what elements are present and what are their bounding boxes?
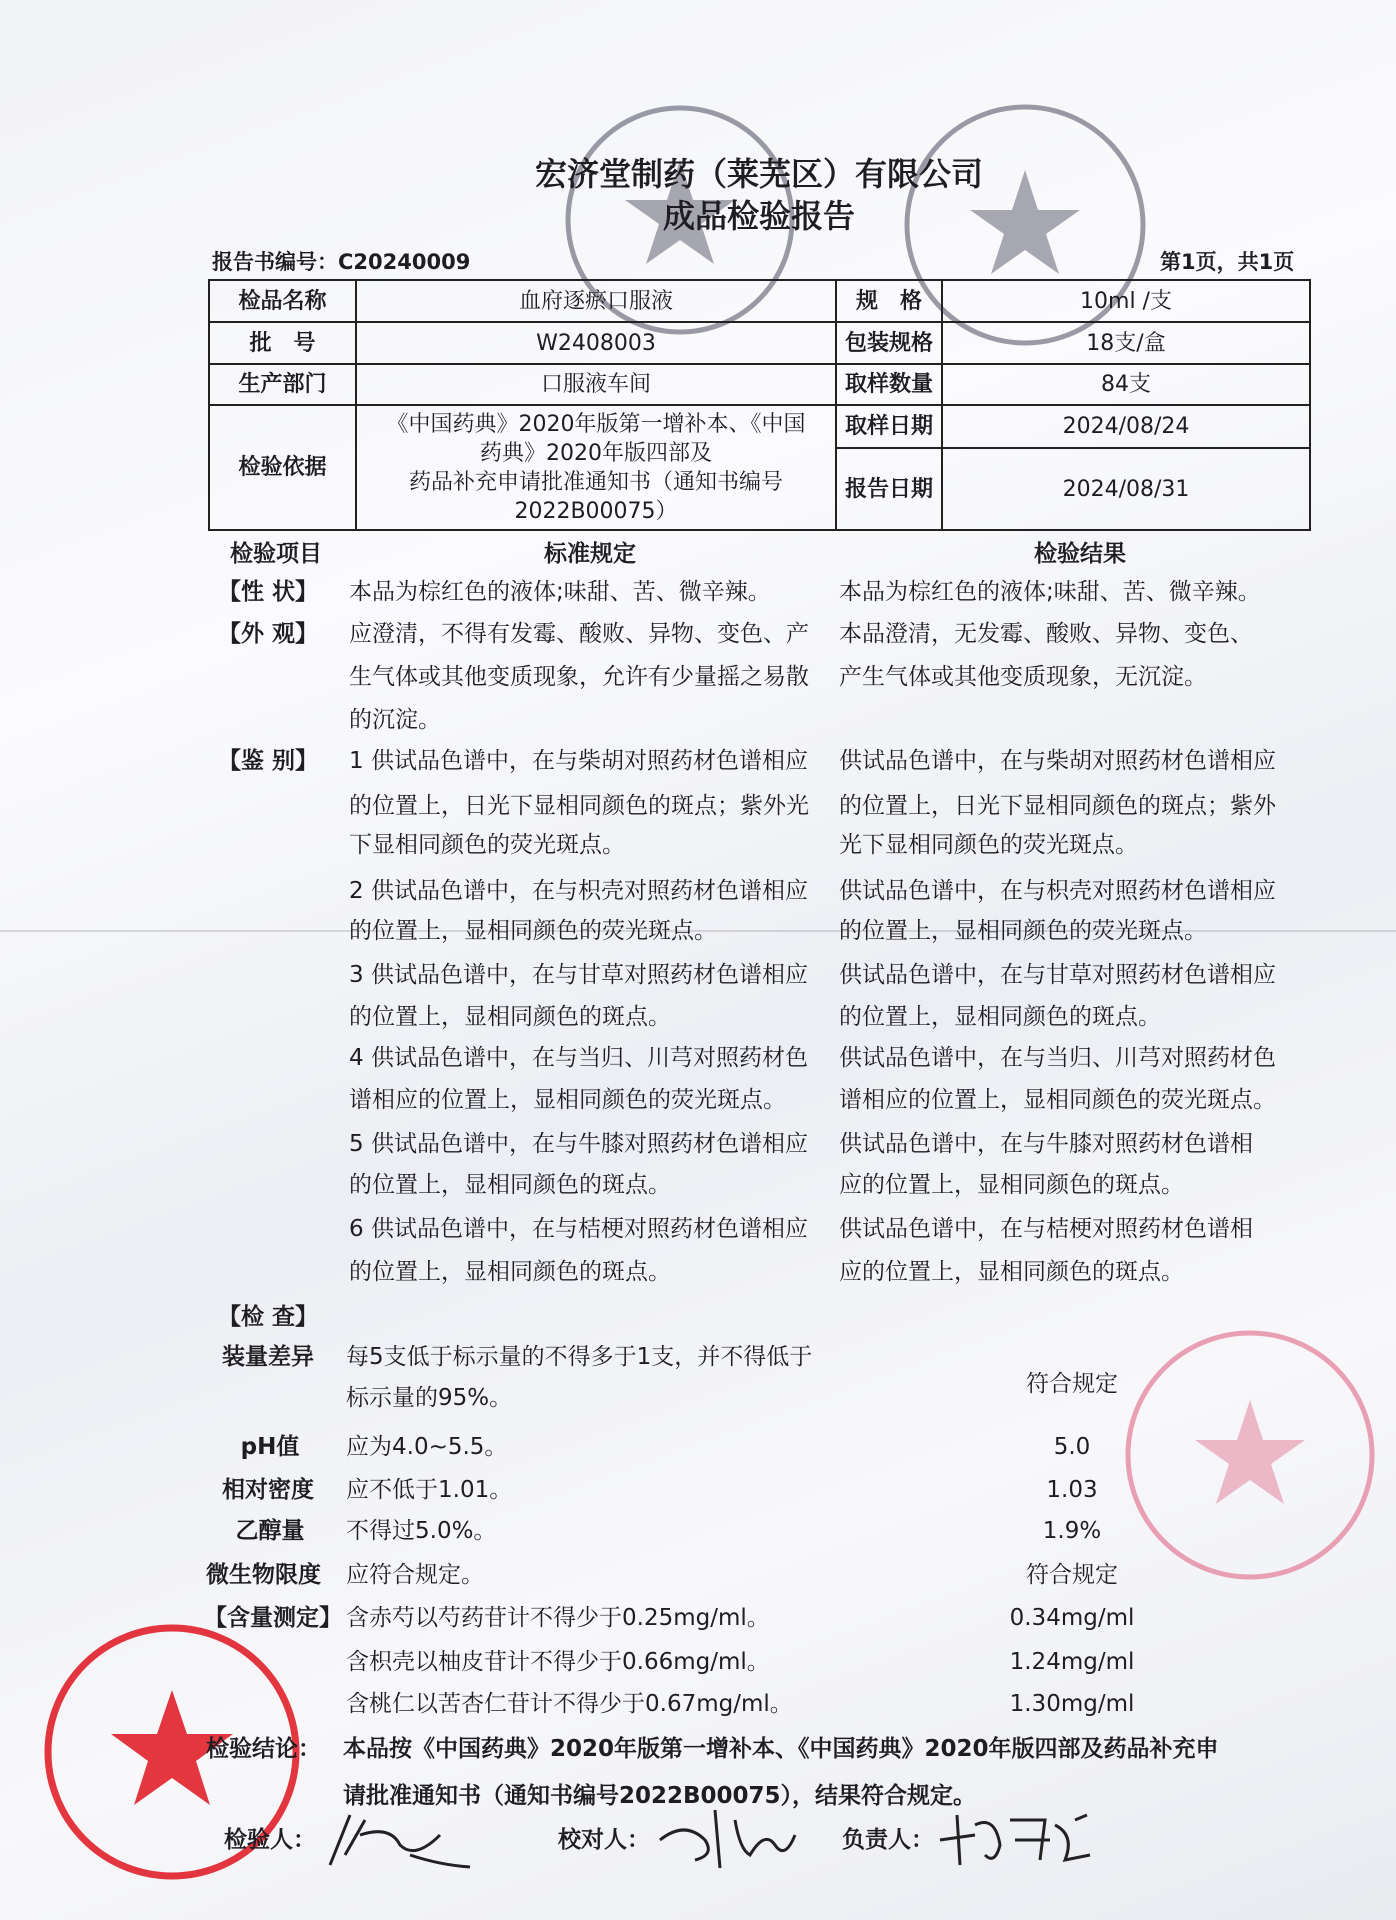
basis-line: 《中国药典》2020年版第一增补本、《中国 xyxy=(386,411,806,437)
document-title: 成品检验报告 xyxy=(662,197,856,235)
inspection-label: 【检 查】 xyxy=(218,1304,319,1330)
identification-standard: 3 供试品色谱中，在与甘草对照药材色谱相应 xyxy=(349,962,808,988)
basis-value xyxy=(356,405,836,530)
conclusion-text: 本品按《中国药典》2020年版第一增补本、《中国药典》2020年版四部及药品补充申 xyxy=(343,1736,1219,1762)
identification-label: 【鉴 别】 xyxy=(218,748,319,774)
report-date-label: 报告日期 xyxy=(836,448,942,530)
report-number: 报告书编号：C20240009 xyxy=(212,250,471,274)
inspection-item-label: 微生物限度 xyxy=(206,1562,321,1588)
inspector-signature xyxy=(320,1805,480,1875)
identification-result: 的位置上，日光下显相同颜色的斑点；紫外 xyxy=(839,793,1276,819)
inspection-result: 符合规定 xyxy=(1026,1562,1118,1588)
identification-result: 应的位置上，显相同颜色的斑点。 xyxy=(839,1259,1184,1285)
appearance-result: 产生气体或其他变质现象，无沉淀。 xyxy=(839,664,1207,690)
inspection-item-label: 乙醇量 xyxy=(235,1518,305,1544)
identification-result: 供试品色谱中，在与枳壳对照药材色谱相应 xyxy=(839,878,1276,904)
inspection-standard: 应为4.0~5.5。 xyxy=(346,1434,508,1460)
assay-result: 0.34mg/ml xyxy=(1009,1605,1135,1631)
dept-value: 口服液车间 xyxy=(356,364,836,405)
batch-value: W2408003 xyxy=(356,322,836,364)
sample-date-label: 取样日期 xyxy=(836,405,942,448)
col-standard: 标准规定 xyxy=(544,541,636,567)
stamp-qc-report xyxy=(1120,1325,1380,1585)
identification-result: 供试品色谱中，在与桔梗对照药材色谱相 xyxy=(839,1216,1253,1242)
identification-standard: 的位置上，显相同颜色的斑点。 xyxy=(349,1259,671,1285)
inspection-standard: 每5支低于标示量的不得多于1支，并不得低于 xyxy=(346,1344,813,1370)
identification-standard: 的位置上，日光下显相同颜色的斑点；紫外光 xyxy=(349,793,809,819)
basis-line: 2022B00075） xyxy=(514,498,678,524)
character-standard: 本品为棕红色的液体;味甜、苦、微辛辣。 xyxy=(349,579,771,605)
dept-label: 生产部门 xyxy=(209,364,356,405)
identification-result: 应的位置上，显相同颜色的斑点。 xyxy=(839,1172,1184,1198)
identification-standard: 4 供试品色谱中，在与当归、川芎对照药材色 xyxy=(349,1045,808,1071)
identification-result: 谱相应的位置上，显相同颜色的荧光斑点。 xyxy=(839,1087,1276,1113)
qty-value: 84支 xyxy=(942,364,1310,405)
identification-standard: 1 供试品色谱中，在与柴胡对照药材色谱相应 xyxy=(349,748,808,774)
inspection-result: 1.9% xyxy=(1042,1518,1102,1544)
conclusion-label: 检验结论： xyxy=(206,1736,321,1762)
identification-standard: 下显相同颜色的荧光斑点。 xyxy=(349,832,625,858)
identification-result: 的位置上，显相同颜色的荧光斑点。 xyxy=(839,918,1207,944)
identification-standard: 5 供试品色谱中，在与牛膝对照药材色谱相应 xyxy=(349,1131,808,1157)
basis-line: 药典》2020年版四部及 xyxy=(480,440,712,466)
identification-result: 的位置上，显相同颜色的斑点。 xyxy=(839,1004,1161,1030)
manager-label: 负责人： xyxy=(842,1827,934,1853)
identification-standard: 2 供试品色谱中，在与枳壳对照药材色谱相应 xyxy=(349,878,808,904)
assay-standard: 含赤芍以芍药苷计不得少于0.25mg/ml。 xyxy=(346,1605,770,1631)
inspection-standard: 不得过5.0%。 xyxy=(346,1518,497,1544)
identification-standard: 6 供试品色谱中，在与桔梗对照药材色谱相应 xyxy=(349,1216,808,1242)
inspection-item-label: 装量差异 xyxy=(222,1344,314,1370)
appearance-standard: 生气体或其他变质现象，允许有少量摇之易散 xyxy=(349,664,809,690)
inspection-item-label: 相对密度 xyxy=(222,1477,314,1503)
info-table xyxy=(208,279,1311,531)
assay-standard: 含枳壳以柚皮苷计不得少于0.66mg/ml。 xyxy=(346,1649,770,1675)
col-result: 检验结果 xyxy=(1034,541,1126,567)
col-item: 检验项目 xyxy=(230,541,322,567)
basis-line: 药品补充申请批准通知书（通知书编号 xyxy=(408,469,783,495)
inspector-label: 检验人： xyxy=(224,1827,316,1853)
inspection-item-label: pH值 xyxy=(240,1434,300,1460)
appearance-label: 【外 观】 xyxy=(218,621,319,647)
identification-result: 光下显相同颜色的荧光斑点。 xyxy=(839,832,1138,858)
identification-result: 供试品色谱中，在与当归、川芎对照药材色 xyxy=(839,1045,1276,1071)
inspection-result: 符合规定 xyxy=(1026,1371,1118,1397)
assay-standard: 含桃仁以苦杏仁苷计不得少于0.67mg/ml。 xyxy=(346,1691,793,1717)
product-label: 检品名称 xyxy=(209,280,356,322)
character-result: 本品为棕红色的液体;味甜、苦、微辛辣。 xyxy=(839,579,1261,605)
identification-standard: 的位置上，显相同颜色的斑点。 xyxy=(349,1004,671,1030)
pack-label: 包装规格 xyxy=(836,322,942,364)
inspection-result: 5.0 xyxy=(1053,1434,1091,1460)
assay-result: 1.24mg/ml xyxy=(1009,1649,1135,1675)
qty-label: 取样数量 xyxy=(836,364,942,405)
identification-result: 供试品色谱中，在与甘草对照药材色谱相应 xyxy=(839,962,1276,988)
company-name: 宏济堂制药（莱芜区）有限公司 xyxy=(534,155,984,193)
conclusion-text: 请批准通知书（通知书编号2022B00075），结果符合规定。 xyxy=(343,1783,977,1809)
batch-label: 批 号 xyxy=(209,322,356,364)
pack-value: 18支/盒 xyxy=(942,322,1310,364)
appearance-standard: 应澄清，不得有发霉、酸败、异物、变色、产 xyxy=(349,621,809,647)
inspection-result: 1.03 xyxy=(1046,1477,1098,1503)
inspection-standard: 应不低于1.01。 xyxy=(346,1477,513,1503)
identification-standard: 的位置上，显相同颜色的荧光斑点。 xyxy=(349,918,717,944)
assay-result: 1.30mg/ml xyxy=(1009,1691,1135,1717)
appearance-result: 本品澄清，无发霉、酸败、异物、变色、 xyxy=(839,621,1253,647)
manager-signature xyxy=(935,1805,1095,1870)
product-value: 血府逐瘀口服液 xyxy=(356,280,836,322)
identification-result: 供试品色谱中，在与柴胡对照药材色谱相应 xyxy=(839,748,1276,774)
appearance-standard: 的沉淀。 xyxy=(349,707,441,733)
identification-standard: 的位置上，显相同颜色的斑点。 xyxy=(349,1172,671,1198)
inspection-standard: 应符合规定。 xyxy=(346,1562,484,1588)
character-label: 【性 状】 xyxy=(218,579,319,605)
spec-label: 规 格 xyxy=(836,280,942,322)
report-date-value: 2024/08/31 xyxy=(942,448,1310,530)
basis-label: 检验依据 xyxy=(209,405,356,530)
inspection-standard: 标示量的95%。 xyxy=(346,1385,513,1411)
checker-signature xyxy=(655,1800,805,1870)
sample-date-value: 2024/08/24 xyxy=(942,405,1310,448)
spec-value: 10ml /支 xyxy=(942,280,1310,322)
assay-label: 【含量测定】 xyxy=(204,1605,342,1631)
identification-standard: 谱相应的位置上，显相同颜色的荧光斑点。 xyxy=(349,1087,786,1113)
identification-result: 供试品色谱中，在与牛膝对照药材色谱相 xyxy=(839,1131,1253,1157)
checker-label: 校对人： xyxy=(558,1827,650,1853)
page-info: 第1页，共1页 xyxy=(1160,250,1295,274)
